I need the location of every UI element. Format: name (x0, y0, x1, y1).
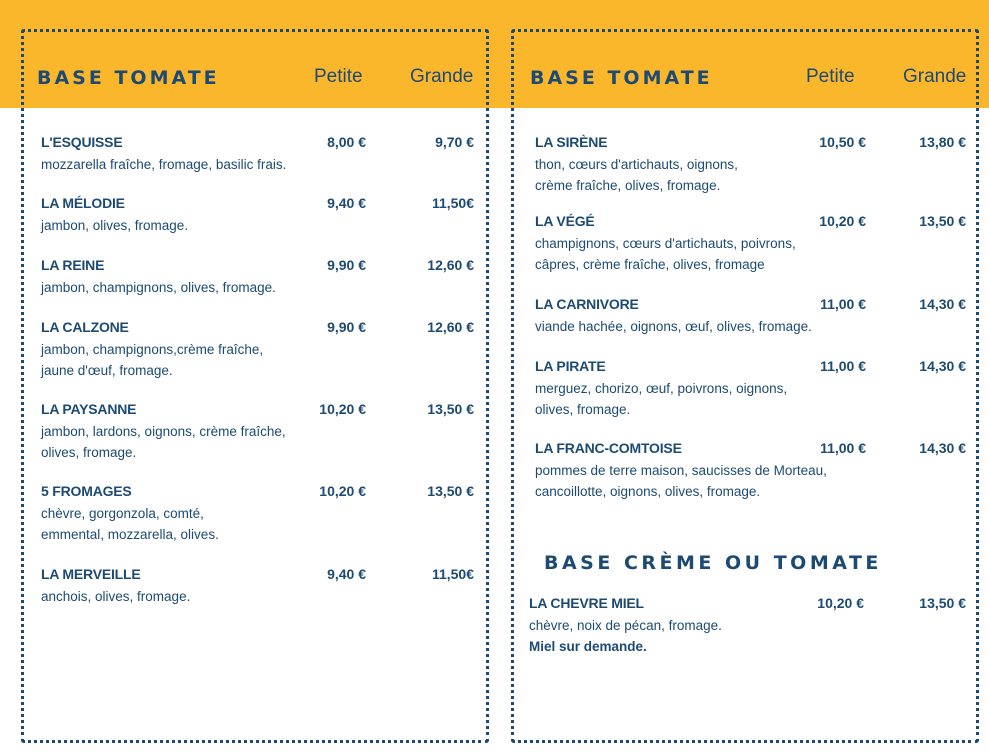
menu-item-name: LA MÉLODIE (41, 195, 125, 211)
menu-item-note: Miel sur demande. (529, 639, 647, 654)
price-grande: 14,30 € (919, 296, 966, 312)
menu-item-description-line: champignons, cœurs d'artichauts, poivrons, (535, 236, 796, 251)
menu-item-name: LA SIRÈNE (535, 134, 608, 150)
menu-item-description (41, 339, 263, 381)
menu-item-name: L'ESQUISSE (41, 134, 123, 150)
price-petite: 10,20 € (319, 483, 366, 499)
menu-item-description (535, 378, 787, 420)
price-petite: 9,90 € (327, 257, 366, 273)
price-grande: 9,70 € (435, 134, 474, 150)
price-grande: 14,30 € (919, 358, 966, 374)
price-grande: 12,60 € (427, 257, 474, 273)
menu-item-description-line: jambon, olives, fromage. (41, 218, 189, 233)
cream-or-tomato-section-title: BASE CRÈME OU TOMATE (544, 552, 882, 574)
right-col-petite: Petite (806, 66, 855, 87)
left-section-title: BASE TOMATE (37, 67, 220, 89)
menu-item-description-line: thon, cœurs d'artichauts, oignons, (535, 157, 738, 172)
menu-item-description (535, 154, 738, 196)
menu-item-description (41, 421, 286, 463)
right-section-title: BASE TOMATE (530, 67, 713, 89)
price-grande: 11,50€ (431, 566, 474, 582)
menu-item-description (535, 233, 796, 275)
price-petite: 10,50 € (819, 134, 866, 150)
menu-item-description (41, 277, 276, 298)
price-grande: 11,50€ (431, 195, 474, 211)
menu-item-description-line: cancoillotte, oignons, olives, fromage. (535, 484, 761, 499)
menu-item-description (529, 615, 722, 657)
menu-item-description-line: jaune d'œuf, fromage. (41, 363, 173, 378)
price-petite: 10,20 € (819, 213, 866, 229)
menu-item-description-line: pommes de terre maison, saucisses de Morteau, (535, 463, 827, 478)
menu-item-name: LA MERVEILLE (41, 566, 141, 582)
menu-item-description-line: olives, fromage. (535, 402, 631, 417)
menu-item-description-line: jambon, champignons,crème fraîche, (41, 342, 264, 357)
menu-item-description-line: jambon, lardons, oignons, crème fraîche, (41, 424, 286, 439)
menu-item-description-line: chèvre, noix de pécan, fromage. (529, 618, 722, 633)
menu-item-description-line: olives, fromage. (41, 445, 137, 460)
price-grande: 13,50 € (427, 401, 474, 417)
left-col-petite: Petite (314, 66, 363, 87)
price-grande: 14,30 € (919, 440, 966, 456)
price-petite: 9,90 € (327, 319, 366, 335)
menu-item-description (41, 154, 286, 175)
menu-item-description (41, 586, 190, 607)
menu-item-name: LA PIRATE (535, 358, 606, 374)
menu-item-description-line: emmental, mozzarella, olives. (41, 527, 219, 542)
price-petite: 11,00 € (820, 358, 866, 374)
menu-item-description-line: viande hachée, oignons, œuf, olives, fromage. (535, 319, 812, 334)
menu-item-description (535, 316, 812, 337)
price-grande: 13,50 € (919, 213, 966, 229)
menu-item-name: LA FRANC-COMTOISE (535, 440, 682, 456)
menu-item-description-line: merguez, chorizo, œuf, poivrons, oignons, (535, 381, 788, 396)
menu-item-name: LA CALZONE (41, 319, 129, 335)
price-petite: 9,40 € (327, 195, 366, 211)
menu-item-description (41, 503, 219, 545)
price-petite: 10,20 € (817, 595, 864, 611)
price-petite: 8,00 € (327, 134, 366, 150)
left-col-grande: Grande (410, 66, 474, 87)
price-grande: 13,50 € (427, 483, 474, 499)
menu-item-description-line: mozzarella fraîche, fromage, basilic frais. (41, 157, 287, 172)
menu-item-description-line: chèvre, gorgonzola, comté, (41, 506, 204, 521)
menu-item-description-line: anchois, olives, fromage. (41, 589, 191, 604)
menu-item-name: LA CARNIVORE (535, 296, 639, 312)
price-grande: 13,50 € (919, 595, 966, 611)
right-col-grande: Grande (903, 66, 967, 87)
menu-item-name: LA VÉGÉ (535, 213, 595, 229)
menu-item-description-line: jambon, champignons, olives, fromage. (41, 280, 276, 295)
menu-item-description (535, 460, 827, 502)
price-grande: 12,60 € (427, 319, 474, 335)
menu-item-description (41, 215, 188, 236)
menu-item-description-line: crème fraîche, olives, fromage. (535, 178, 721, 193)
price-petite: 11,00 € (820, 440, 866, 456)
menu-item-name: LA PAYSANNE (41, 401, 137, 417)
menu-item-name: LA CHEVRE MIEL (529, 595, 644, 611)
menu-item-description-line: câpres, crème fraîche, olives, fromage (535, 257, 765, 272)
price-petite: 9,40 € (327, 566, 366, 582)
price-petite: 11,00 € (820, 296, 866, 312)
price-petite: 10,20 € (319, 401, 366, 417)
menu-item-name: 5 FROMAGES (41, 483, 132, 499)
menu-item-name: LA REINE (41, 257, 105, 273)
price-grande: 13,80 € (919, 134, 966, 150)
